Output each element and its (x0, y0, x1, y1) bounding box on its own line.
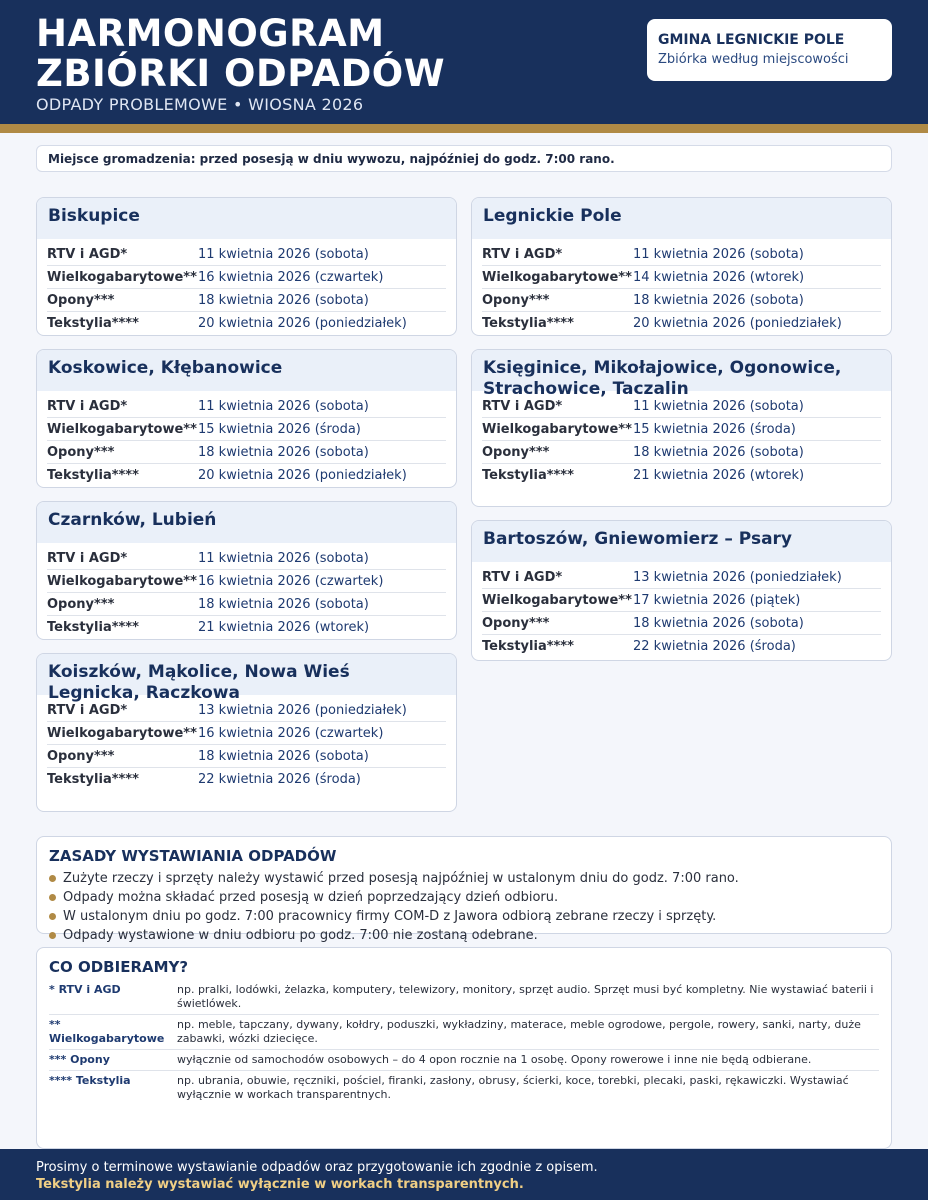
schedule-row (482, 635, 881, 658)
bullet-icon (49, 894, 56, 901)
waste-type: Opony*** (47, 444, 115, 460)
waste-type: Wielkogabarytowe** (47, 725, 197, 741)
pickup-date: 18 kwietnia 2026 (sobota) (633, 615, 804, 631)
schedule-row (47, 570, 446, 593)
pickup-date: 18 kwietnia 2026 (sobota) (198, 292, 369, 308)
card-title: Koskowice, Kłębanowice (37, 350, 456, 391)
pickup-date: 13 kwietnia 2026 (poniedziałek) (633, 569, 842, 585)
pickup-date: 18 kwietnia 2026 (sobota) (633, 292, 804, 308)
schedule-row (47, 243, 446, 266)
footer-line-1: Prosimy o terminowe wystawianie odpadów oraz przygotowanie ich zgodnie z opisem. (36, 1160, 598, 1175)
waste-type: Tekstylia**** (482, 639, 574, 654)
schedule-row (482, 589, 881, 612)
waste-type: RTV i AGD* (47, 246, 128, 262)
waste-type: Wielkogabarytowe** (482, 592, 632, 608)
schedule-card-ksieginice (471, 349, 892, 507)
pickup-date: 11 kwietnia 2026 (sobota) (633, 398, 804, 414)
rule-text: W ustalonym dniu po godz. 7:00 pracownicy firmy COM-D z Jawora odbiorą zebrane rzeczy i sprzęty. (63, 909, 717, 924)
gmina-name: GMINA LEGNICKIE POLE (658, 32, 845, 48)
collect-title: CO ODBIERAMY? (49, 958, 189, 976)
schedule-card-bartoszow (471, 520, 892, 661)
schedule-row (47, 547, 446, 570)
waste-type: Tekstylia**** (47, 620, 139, 635)
waste-type: Opony*** (482, 444, 550, 460)
page-subtitle: ODPADY PROBLEMOWE • WIOSNA 2026 (36, 95, 364, 114)
collect-row (49, 1071, 879, 1105)
schedule-row (47, 289, 446, 312)
waste-type: Opony*** (47, 748, 115, 764)
pickup-date: 18 kwietnia 2026 (sobota) (198, 444, 369, 460)
schedule-row (482, 612, 881, 635)
waste-type: Wielkogabarytowe** (482, 421, 632, 437)
schedule-row (482, 266, 881, 289)
collect-label: * RTV i AGD (49, 983, 121, 996)
waste-type: Tekstylia**** (482, 316, 574, 331)
collect-text: np. pralki, lodówki, żelazka, komputery, telewizory, monitory, sprzęt audio. Sprzęt musi być kompletny. Nie wystawiać baterii i świetlówek. (177, 983, 874, 1010)
gmina-box (647, 19, 892, 81)
collect-row (49, 1050, 879, 1071)
schedule-card-koiszkow (36, 653, 457, 812)
pickup-date: 11 kwietnia 2026 (sobota) (198, 550, 369, 566)
waste-type: RTV i AGD* (482, 398, 563, 414)
collect-text: np. meble, tapczany, dywany, kołdry, poduszki, wykładziny, materace, meble ogrodowe, pergole, rowery, sanki, narty, duże zabawki, wózki dziecięce. (177, 1018, 861, 1045)
pickup-date: 16 kwietnia 2026 (czwartek) (198, 725, 384, 741)
schedule-row (47, 266, 446, 289)
waste-type: RTV i AGD* (482, 569, 563, 585)
waste-type: Opony*** (482, 615, 550, 631)
pickup-date: 16 kwietnia 2026 (czwartek) (198, 269, 384, 285)
pickup-date: 13 kwietnia 2026 (poniedziałek) (198, 702, 407, 718)
waste-type: RTV i AGD* (47, 702, 128, 718)
waste-type: Wielkogabarytowe** (482, 269, 632, 285)
gmina-subtitle: Zbiórka według miejscowości (658, 52, 849, 67)
pickup-date: 22 kwietnia 2026 (środa) (633, 639, 796, 654)
schedule-row (47, 699, 446, 722)
schedule-row (482, 441, 881, 464)
pickup-date: 21 kwietnia 2026 (wtorek) (633, 468, 805, 483)
collect-text: wyłącznie od samochodów osobowych – do 4 opon rocznie na 1 osobę. Opony rowerowe i inne nie będą odbierane. (177, 1053, 812, 1066)
collect-label: **** Tekstylia (49, 1074, 131, 1087)
pickup-date: 11 kwietnia 2026 (sobota) (198, 246, 369, 262)
waste-type: Wielkogabarytowe** (47, 421, 197, 437)
schedule-row (47, 745, 446, 768)
schedule-row (482, 312, 881, 335)
pickup-date: 21 kwietnia 2026 (wtorek) (198, 620, 370, 635)
pickup-date: 20 kwietnia 2026 (poniedziałek) (198, 468, 407, 483)
rules-section (36, 836, 892, 943)
waste-type: Wielkogabarytowe** (47, 573, 197, 589)
card-title: Księginice, Mikołajowice, Ogonowice, Strachowice, Taczalin (472, 350, 891, 391)
schedule-card-czarnkow (36, 501, 457, 640)
collect-text: np. ubrania, obuwie, ręczniki, pościel, firanki, zasłony, obrusy, ścierki, koce, torebki, plecaki, paski, rękawiczki. Wystawiać wyłącznie w workach transparentnych. (177, 1074, 849, 1101)
rules-title: ZASADY WYSTAWIANIA ODPADÓW (49, 847, 337, 865)
title-line-2: ZBIÓRKI ODPADÓW (36, 52, 446, 95)
pickup-date: 11 kwietnia 2026 (sobota) (198, 398, 369, 414)
card-title: Legnickie Pole (472, 198, 891, 239)
schedule-card-biskupice (36, 197, 457, 336)
collect-section (36, 947, 892, 1149)
waste-type: RTV i AGD* (47, 550, 128, 566)
pickup-date: 18 kwietnia 2026 (sobota) (633, 444, 804, 460)
schedule-row (482, 418, 881, 441)
waste-type: Opony*** (482, 292, 550, 308)
bullet-icon (49, 875, 56, 882)
schedule-row (482, 464, 881, 487)
pickup-date: 11 kwietnia 2026 (sobota) (633, 246, 804, 262)
page-title (36, 14, 445, 94)
schedule-card-legnickie-pole (471, 197, 892, 336)
rule-text: Zużyte rzeczy i sprzęty należy wystawić przed posesją najpóźniej w ustalonym dniu do godz. 7:00 rano. (63, 871, 739, 886)
schedule-row (47, 722, 446, 745)
rule-item (49, 888, 879, 907)
pickup-date: 15 kwietnia 2026 (środa) (198, 421, 361, 437)
schedule-row (47, 593, 446, 616)
pickup-date: 20 kwietnia 2026 (poniedziałek) (633, 316, 842, 331)
schedule-card-koskowice (36, 349, 457, 488)
waste-type: Tekstylia**** (482, 468, 574, 483)
pickup-date: 16 kwietnia 2026 (czwartek) (198, 573, 384, 589)
schedule-row (47, 464, 446, 487)
schedule-row (482, 566, 881, 589)
rule-item (49, 907, 879, 926)
card-title: Biskupice (37, 198, 456, 239)
pickup-date: 14 kwietnia 2026 (wtorek) (633, 269, 805, 285)
gold-divider (0, 124, 928, 133)
schedule-row (47, 768, 446, 791)
pickup-date: 15 kwietnia 2026 (środa) (633, 421, 796, 437)
waste-type: Tekstylia**** (47, 468, 139, 483)
schedule-row (482, 395, 881, 418)
waste-type: Tekstylia**** (47, 316, 139, 331)
bullet-icon (49, 932, 56, 939)
rule-text: Odpady wystawione w dniu odbioru po godz. 7:00 nie zostaną odebrane. (63, 928, 538, 943)
collect-label: *** Opony (49, 1053, 110, 1066)
pickup-date: 20 kwietnia 2026 (poniedziałek) (198, 316, 407, 331)
footer-line-2: Tekstylia należy wystawiać wyłącznie w workach transparentnych. (36, 1177, 524, 1192)
pickup-date: 18 kwietnia 2026 (sobota) (198, 596, 369, 612)
card-title: Czarnków, Lubień (37, 502, 456, 543)
schedule-row (47, 441, 446, 464)
schedule-row (47, 418, 446, 441)
bullet-icon (49, 913, 56, 920)
waste-type: RTV i AGD* (47, 398, 128, 414)
rule-item (49, 926, 879, 945)
card-title: Koiszków, Mąkolice, Nowa Wieś Legnicka, Raczkowa (37, 654, 456, 695)
waste-type: Wielkogabarytowe** (47, 269, 197, 285)
rule-item (49, 869, 879, 888)
waste-type: Opony*** (47, 292, 115, 308)
collect-row (49, 1015, 879, 1050)
schedule-row (47, 395, 446, 418)
waste-type: RTV i AGD* (482, 246, 563, 262)
waste-type: Opony*** (47, 596, 115, 612)
collection-notice: Miejsce gromadzenia: przed posesją w dniu wywozu, najpóźniej do godz. 7:00 rano. (36, 145, 892, 172)
rule-text: Odpady można składać przed posesją w dzień poprzedzający dzień odbioru. (63, 890, 559, 905)
waste-type: Tekstylia**** (47, 772, 139, 787)
pickup-date: 22 kwietnia 2026 (środa) (198, 772, 361, 787)
pickup-date: 18 kwietnia 2026 (sobota) (198, 748, 369, 764)
schedule-row (47, 312, 446, 335)
schedule-row (482, 289, 881, 312)
card-title: Bartoszów, Gniewomierz – Psary (472, 521, 891, 562)
collect-row (49, 980, 879, 1015)
footer (0, 1149, 928, 1200)
collect-label: ** Wielkogabarytowe (49, 1018, 165, 1045)
schedule-row (482, 243, 881, 266)
title-line-1: HARMONOGRAM (36, 12, 385, 55)
schedule-row (47, 616, 446, 639)
pickup-date: 17 kwietnia 2026 (piątek) (633, 592, 801, 608)
